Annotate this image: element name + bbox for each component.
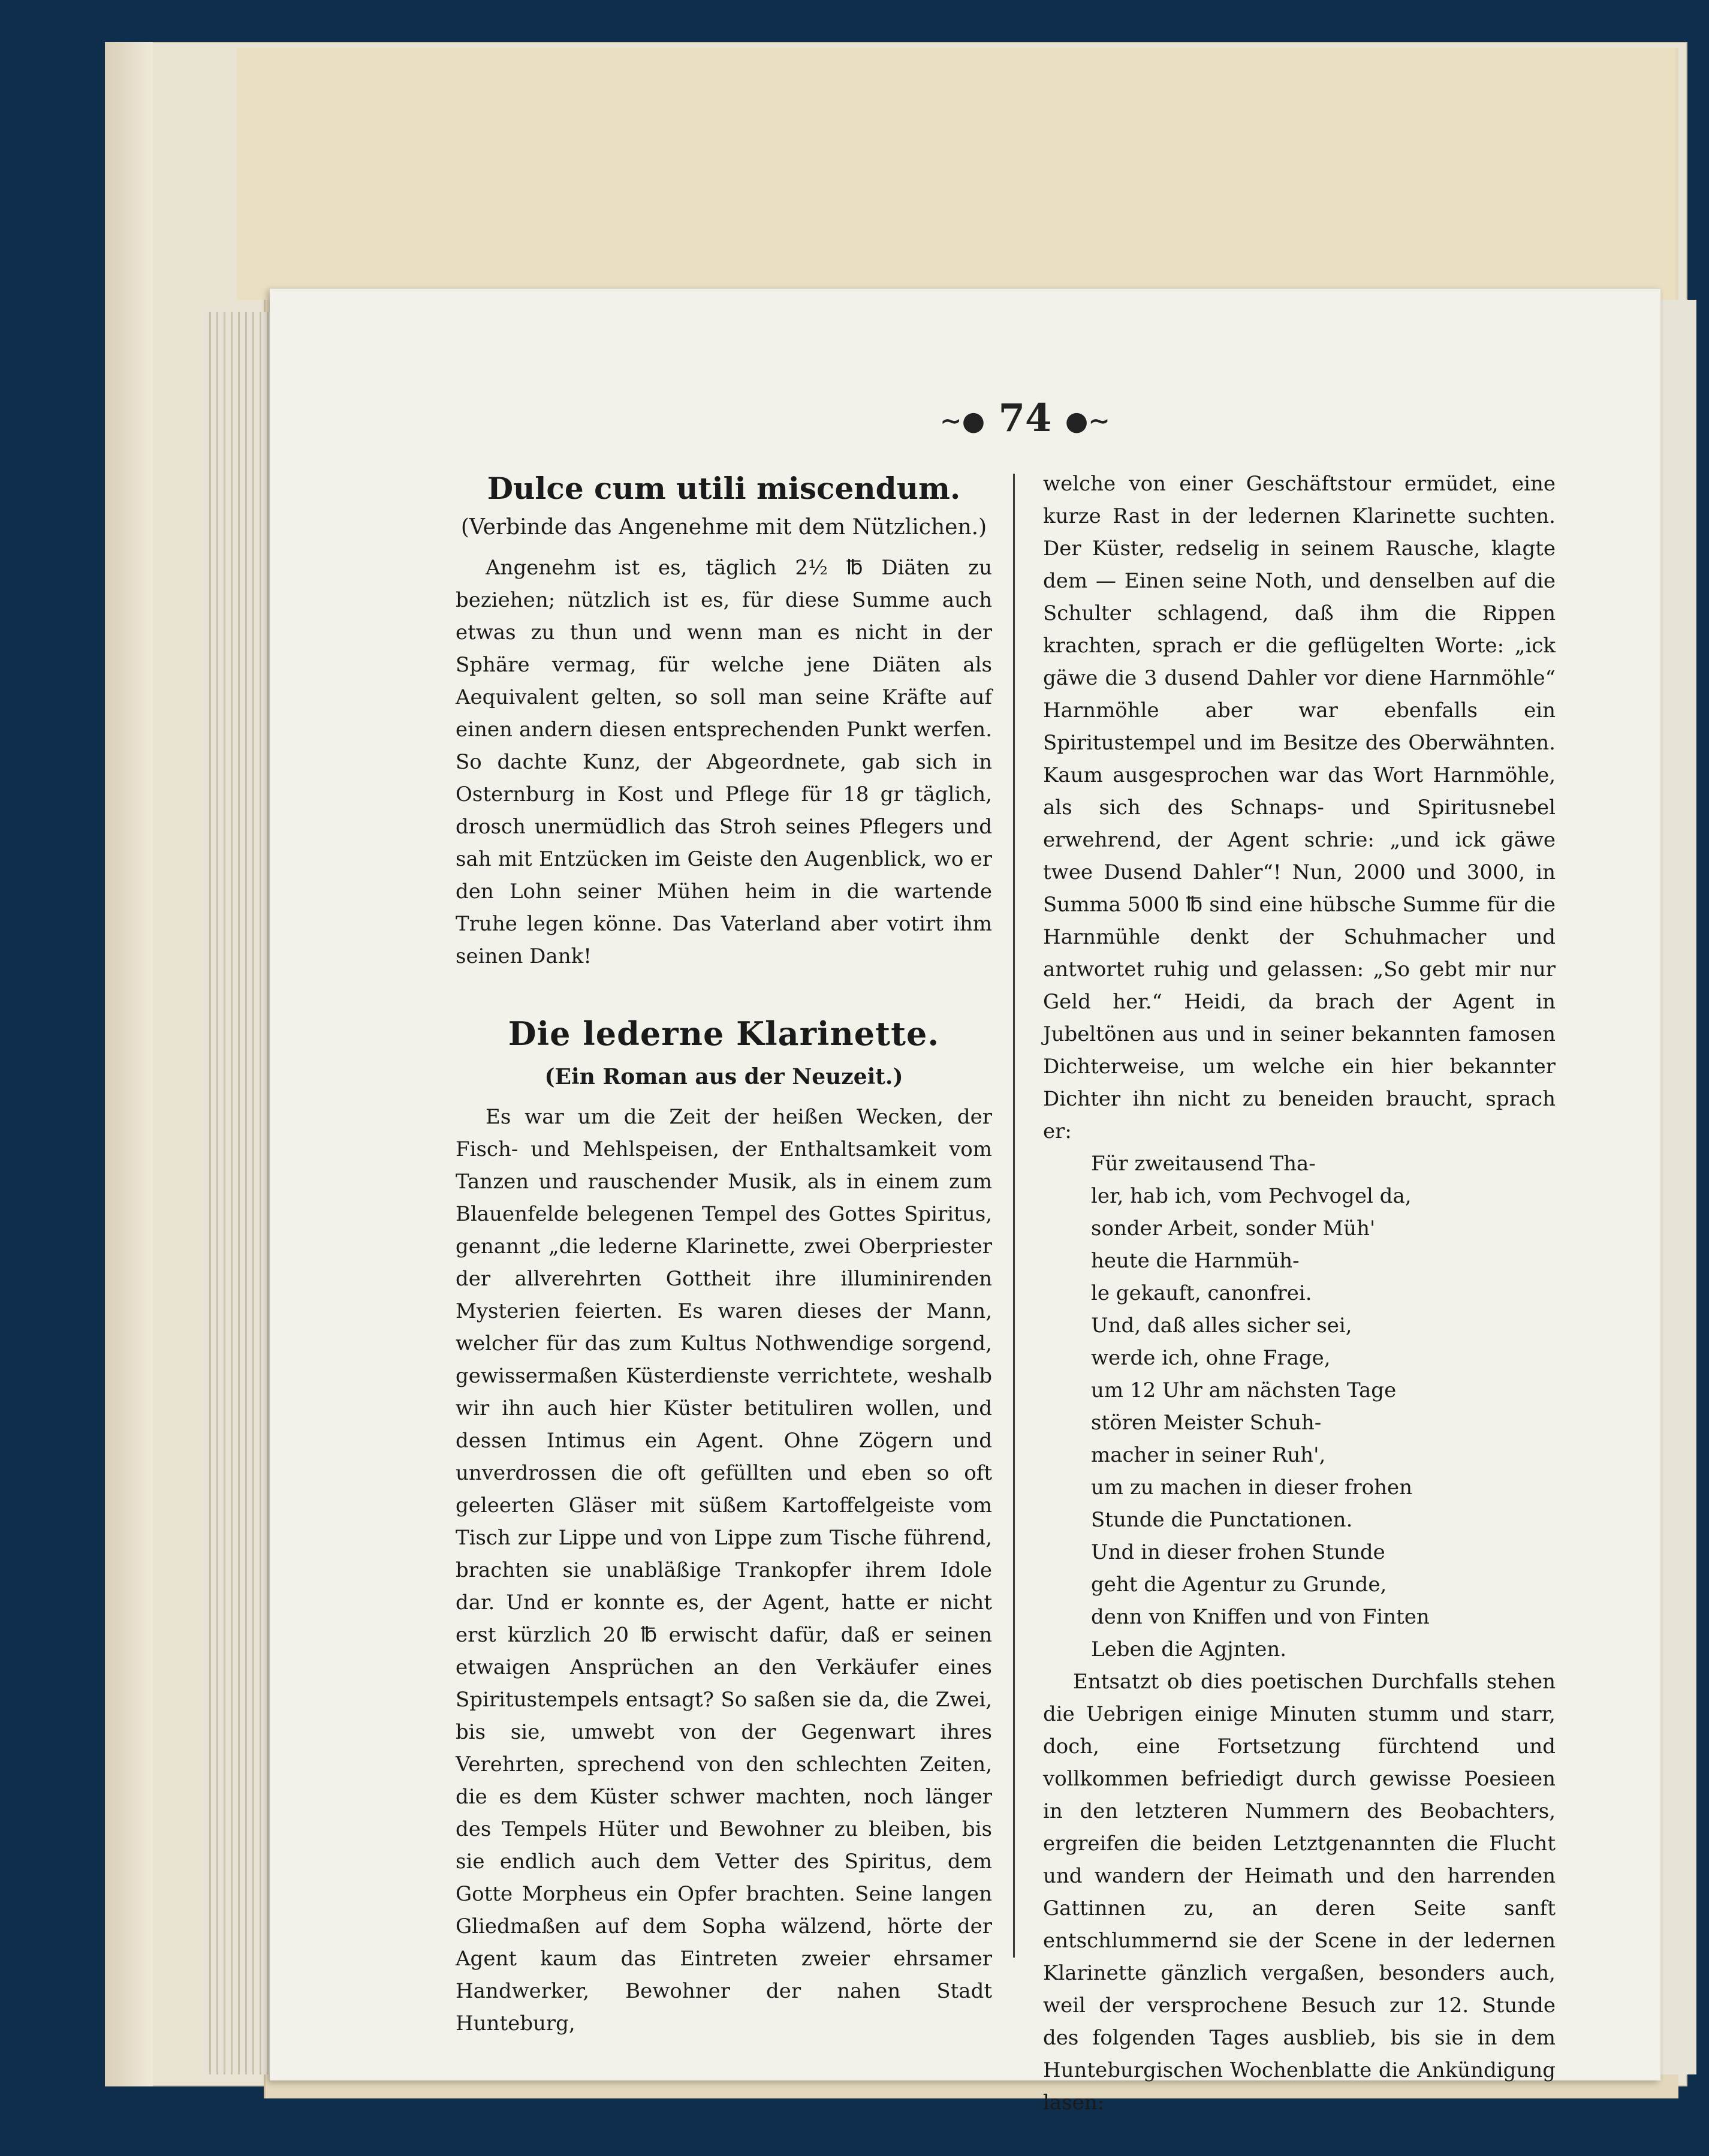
poem-line: ler, hab ich, vom Pechvogel da, xyxy=(1091,1184,1412,1208)
right-column xyxy=(1043,468,1556,2119)
article-body: Es war um die Zeit der heißen Wecken, der Fisch- und Mehlspeisen, der Enthaltsamkeit vom Tanzen und rauschender Musik, als in einem zum Blauenfelde belegenen Tempel des Gottes Spiritus, genannt „die lederne Klarinette, zwei Oberpriester der allverehrten Gottheit ihre illuminirenden Mysterien feierten. Es waren dieses der Mann, welcher für das zum Kultus Nothwendige sorgend, gewissermaßen Küsterdienste verrichtete, weshalb wir ihn auch hier Küster betituliren wollen, und dessen Intimus ein Agent. Ohne Zögern und unverdrossen die oft gefüllten und eben so oft geleerten Gläser mit süßem Kartoffelgeiste vom Tisch zur Lippe und von Lippe zum Tische führend, brachten sie unabläßige Trankopfer ihrem Idole dar. Und er konnte es, der Agent, hatte er nicht erst kürzlich 20 ℔ erwischt dafür, daß er seinen etwaigen Ansprüchen an den Verkäufer eines Spiritustempels entsagt? So saßen sie da, die Zwei, bis sie, umwebt von der Gegenwart ihres Verehrten, sprechend von den schlechten Zeiten, die es dem Küster schwer machten, noch länger des Tempels Hüter und Bewohner zu bleiben, bis sie endlich auch dem Vetter des Spiritus, dem Gotte Morpheus ein Opfer brachten. Seine langen Gliedmaßen auf dem Sopha wälzend, hörte der Agent kaum das Eintreten zweier ehrsamer Handwerker, Bewohner der nahen Stadt Hunteburg, xyxy=(456,1105,992,2035)
poem-line: denn von Kniffen und von Finten xyxy=(1091,1605,1430,1629)
page-stack-edges xyxy=(204,312,276,2074)
article-subtitle: (Verbinde das Angenehme mit dem Nützlichen.) xyxy=(460,515,987,540)
poem-line: Und in dieser frohen Stunde xyxy=(1091,1540,1385,1564)
poem xyxy=(1043,1148,1556,1666)
column-divider xyxy=(1013,474,1015,1958)
poem-line: Stunde die Punctationen. xyxy=(1091,1508,1353,1532)
poem-line: sonder Arbeit, sonder Müh' xyxy=(1091,1216,1376,1240)
poem-line: Für zweitausend Tha- xyxy=(1091,1152,1316,1176)
poem-line: geht die Agentur zu Grunde, xyxy=(1091,1573,1387,1597)
poem-line: stören Meister Schuh- xyxy=(1091,1411,1322,1435)
poem-line: um 12 Uhr am nächsten Tage xyxy=(1091,1378,1397,1402)
next-page-edge xyxy=(1660,300,1696,2074)
poem-line: heute die Harnmüh- xyxy=(1091,1249,1300,1273)
left-ornament-icon: ∼● xyxy=(939,406,985,436)
right-ornament-icon: ●∼ xyxy=(1065,406,1111,436)
page-number: 74 xyxy=(998,396,1052,441)
article-title: Dulce cum utili miscendum. xyxy=(487,471,961,506)
poem-line: um zu machen in dieser frohen xyxy=(1091,1476,1413,1499)
poem-line: werde ich, ohne Frage, xyxy=(1091,1346,1331,1370)
underlying-page-top xyxy=(237,48,1675,300)
article-subtitle: (Ein Roman aus der Neuzeit.) xyxy=(544,1064,903,1089)
article-body: Angenehm ist es, täglich 2½ ℔ Diäten zu beziehen; nützlich ist es, für diese Summe auch etwas zu thun und wenn man es nicht in der Sphäre vermag, für welche jene Diäten als Aequivalent gelten, so soll man seine Kräfte auf einen andern diesen entsprechenden Punkt werfen. So dachte Kunz, der Abgeordnete, gab sich in Osternburg in Kost und Pflege für 18 gr täglich, drosch unermüdlich das Stroh seines Pflegers und sah mit Entzücken im Geiste den Augenblick, wo er den Lohn seiner Mühen heim in die wartende Truhe legen könne. Das Vaterland aber votirt ihm seinen Dank! xyxy=(456,556,992,968)
page-header xyxy=(869,396,1181,441)
poem-line: macher in seiner Ruh', xyxy=(1091,1443,1326,1467)
article-title: Die lederne Klarinette. xyxy=(508,1014,940,1053)
left-column xyxy=(456,468,992,2040)
poem-line: Und, daß alles sicher sei, xyxy=(1091,1314,1352,1338)
book-cover-edge xyxy=(105,42,153,2086)
article-continuation: Entsatzt ob dies poetischen Durchfalls stehen die Uebrigen einige Minuten stumm und starr, doch, eine Fortsetzung fürchtend und vollkommen befriedigt durch gewisse Poesieen in den letzteren Nummern des Beobachters, ergreifen die beiden Letztgenannten die Flucht und wandern der Heimath und den harrenden Gattinnen zu, an deren Seite sanft entschlummernd sie der Scene in der ledernen Klarinette gänzlich vergaßen, besonders auch, weil der versprochene Besuch zur 12. Stunde des folgenden Tages ausblieb, bis sie in dem Hunteburgischen Wochenblatte die Ankündigung lasen: xyxy=(1043,1670,1556,2115)
article-continuation: welche von einer Geschäftstour ermüdet, eine kurze Rast in der ledernen Klarinette suchten. Der Küster, redselig in seinem Rausche, klagte dem — Einen seine Noth, und denselben auf die Schulter schlagend, daß ihm die Rippen krachten, sprach er die geflügelten Worte: „ick gäwe die 3 dusend Dahler vor diene Harnmöhle“ Harnmöhle aber war ebenfalls ein Spiritustempel und im Besitze des Oberwähnten. Kaum ausgesprochen war das Wort Harnmöhle, als sich des Schnaps- und Spiritusnebel erwehrend, der Agent schrie: „und ick gäwe twee Dusend Dahler“! Nun, 2000 und 3000, in Summa 5000 ℔ sind eine hübsche Summe für die Harnmühle denkt der Schuhmacher und antwortet ruhig und gelassen: „So gebt mir nur Geld her.“ Heidi, da brach der Agent in Jubeltönen aus und in seiner bekannten famosen Dichterweise, um welche ein hier bekannter Dichter ihn nicht zu beneiden braucht, sprach er: xyxy=(1043,472,1556,1143)
poem-line: Leben die Agjnten. xyxy=(1091,1637,1287,1661)
poem-line: le gekauft, canonfrei. xyxy=(1091,1281,1312,1305)
